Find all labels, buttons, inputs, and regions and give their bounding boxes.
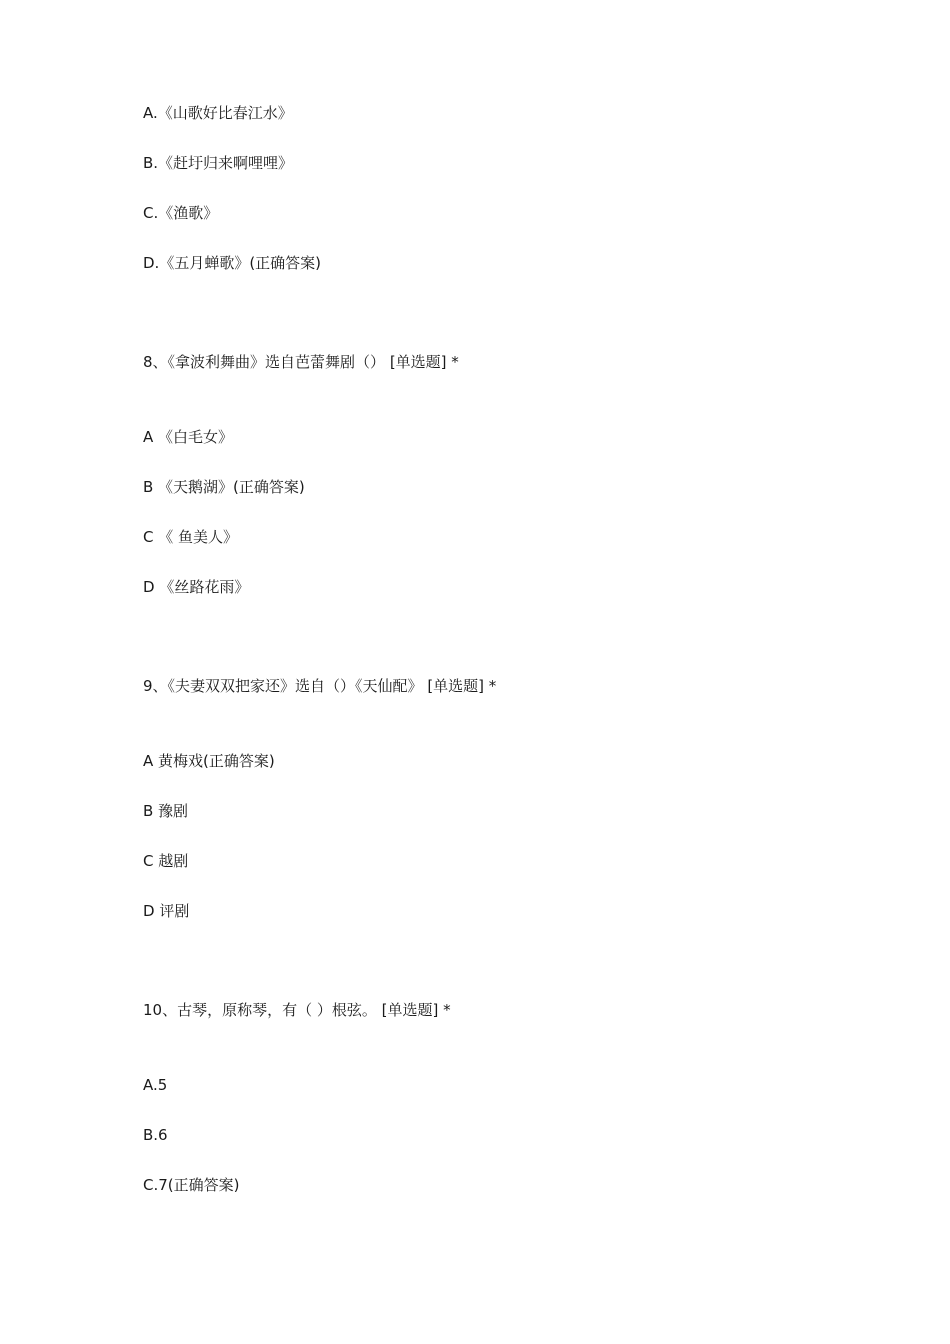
- q8-option-d: D 《丝路花雨》: [143, 578, 250, 596]
- q9-option-b: B 豫剧: [143, 802, 189, 820]
- q10-option-c: C.7(正确答案): [143, 1176, 240, 1194]
- q9-option-c: C 越剧: [143, 852, 189, 870]
- q10-option-a: A.5: [143, 1076, 168, 1094]
- q10-question: 10、古琴，原称琴，有（ ）根弦。 [单选题] *: [143, 1001, 451, 1019]
- q7-option-c: C.《渔歌》: [143, 204, 219, 222]
- q7-option-d: D.《五月蝉歌》(正确答案): [143, 254, 322, 272]
- q8-option-a: A 《白毛女》: [143, 428, 234, 446]
- q10-option-b: B.6: [143, 1126, 168, 1144]
- q9-question: 9、《夫妻双双把家还》选自（）《天仙配》 [单选题] *: [143, 677, 497, 695]
- q8-question: 8、《拿波利舞曲》选自芭蕾舞剧（） [单选题] *: [143, 353, 459, 371]
- q9-option-a: A 黄梅戏(正确答案): [143, 752, 275, 770]
- q8-option-b: B 《天鹅湖》(正确答案): [143, 478, 305, 496]
- q9-option-d: D 评剧: [143, 902, 190, 920]
- q7-option-a: A.《山歌好比春江水》: [143, 104, 293, 122]
- q8-option-c: C 《 鱼美人》: [143, 528, 239, 546]
- q7-option-b: B.《赶圩归来啊哩哩》: [143, 154, 294, 172]
